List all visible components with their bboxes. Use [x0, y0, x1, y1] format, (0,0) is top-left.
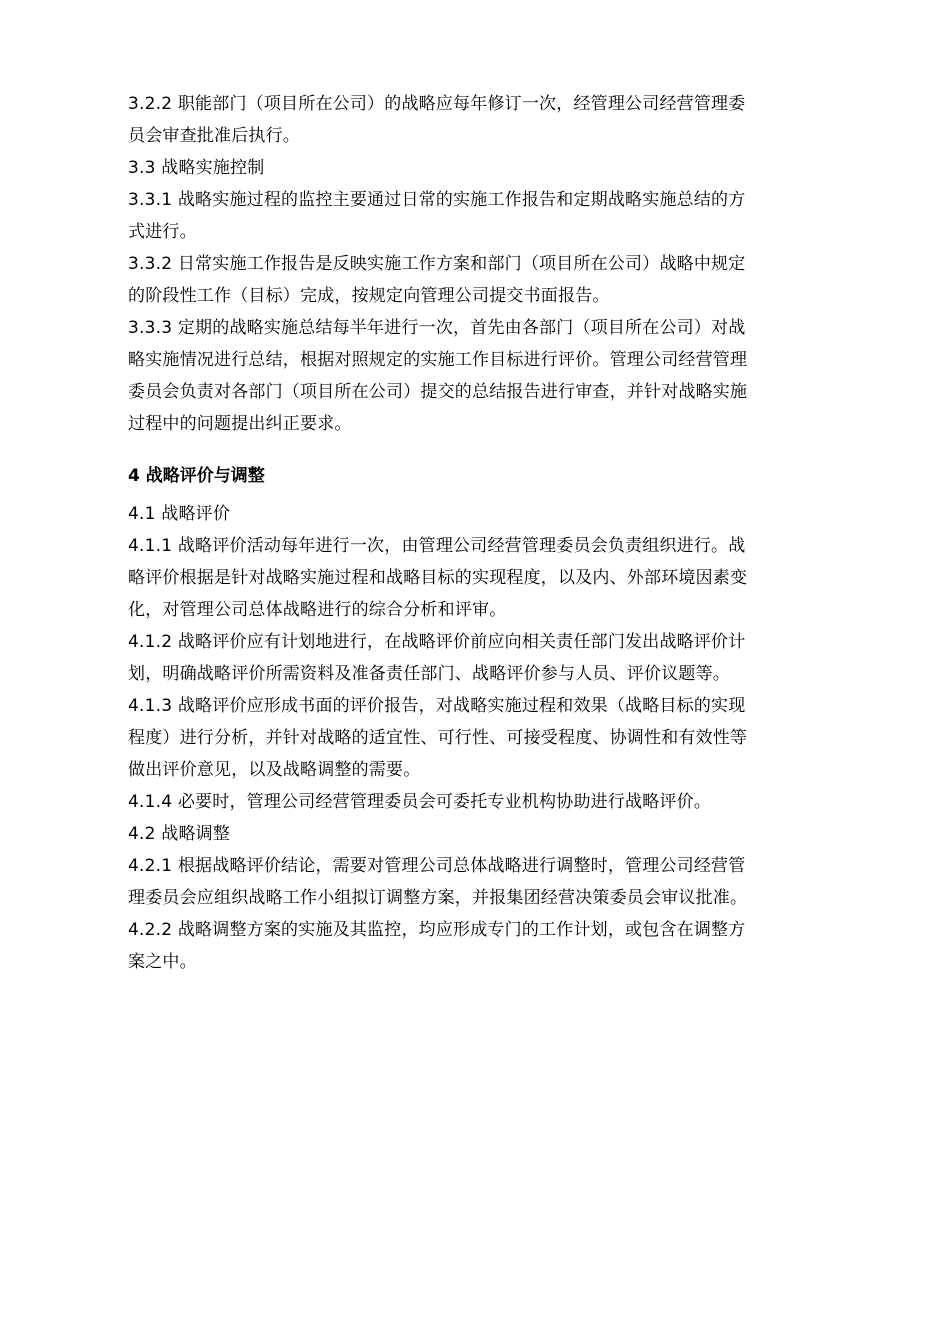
- text-line: 案之中。: [128, 952, 197, 972]
- document-page: [128, 88, 828, 978]
- text-line: 式进行。: [128, 222, 197, 242]
- text-block-before: [128, 88, 828, 440]
- text-line: 4.1.2 战略评价应有计划地进行，在战略评价前应向相关责任部门发出战略评价计: [128, 632, 746, 652]
- text-line: 4.1.1 战略评价活动每年进行一次，由管理公司经营管理委员会负责组织进行。战: [128, 536, 746, 556]
- text-line: 3.3 战略实施控制: [128, 158, 265, 178]
- text-line: 化，对管理公司总体战略进行的综合分析和评审。: [128, 600, 507, 620]
- text-line: 做出评价意见，以及战略调整的需要。: [128, 760, 421, 780]
- text-line: 4.1.3 战略评价应形成书面的评价报告，对战略实施过程和效果（战略目标的实现: [128, 696, 746, 716]
- text-line: 4.1.4 必要时，管理公司经营管理委员会可委托专业机构协助进行战略评价。: [128, 792, 712, 812]
- text-line: 委员会负责对各部门（项目所在公司）提交的总结报告进行审查，并针对战略实施: [128, 382, 748, 402]
- text-line: 划，明确战略评价所需资料及准备责任部门、战略评价参与人员、评价议题等。: [128, 664, 730, 684]
- text-line: 4.1 战略评价: [128, 504, 231, 524]
- text-line: 4.2 战略调整: [128, 824, 231, 844]
- text-block-after: [128, 498, 828, 978]
- text-line: 理委员会应组织战略工作小组拟订调整方案，并报集团经营决策委员会审议批准。: [128, 888, 748, 908]
- text-line: 略评价根据是针对战略实施过程和战略目标的实现程度，以及内、外部环境因素变: [128, 568, 748, 588]
- text-line: 4.2.2 战略调整方案的实施及其监控，均应形成专门的工作计划，或包含在调整方: [128, 920, 746, 940]
- text-line: 的阶段性工作（目标）完成，按规定向管理公司提交书面报告。: [128, 286, 610, 306]
- text-line: 略实施情况进行总结，根据对照规定的实施工作目标进行评价。管理公司经营管理: [128, 350, 748, 370]
- text-line: 过程中的问题提出纠正要求。: [128, 414, 352, 434]
- section-heading: 4 战略评价与调整: [128, 466, 265, 486]
- text-line: 程度）进行分析，并针对战略的适宜性、可行性、可接受程度、协调性和有效性等: [128, 728, 748, 748]
- text-line: 4.2.1 根据战略评价结论，需要对管理公司总体战略进行调整时，管理公司经营管: [128, 856, 746, 876]
- text-line: 3.2.2 职能部门（项目所在公司）的战略应每年修订一次，经管理公司经营管理委: [128, 94, 746, 114]
- text-line: 3.3.3 定期的战略实施总结每半年进行一次，首先由各部门（项目所在公司）对战: [128, 318, 746, 338]
- text-line: 3.3.1 战略实施过程的监控主要通过日常的实施工作报告和定期战略实施总结的方: [128, 190, 746, 210]
- text-line: 员会审查批准后执行。: [128, 126, 300, 146]
- text-line: 3.3.2 日常实施工作报告是反映实施工作方案和部门（项目所在公司）战略中规定: [128, 254, 746, 274]
